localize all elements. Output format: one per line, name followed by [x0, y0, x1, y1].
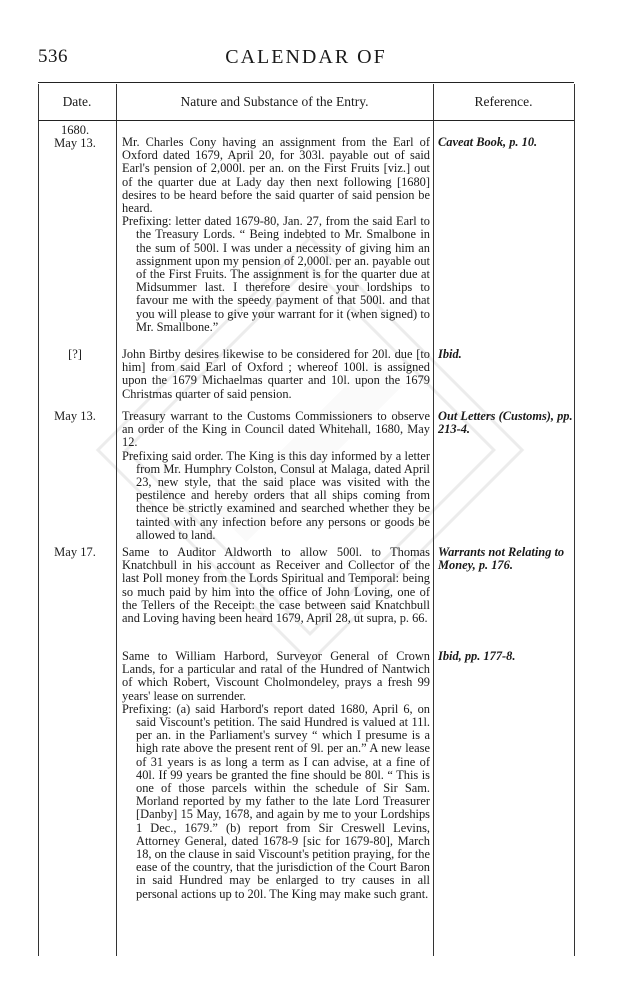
entry-paragraph: Prefixing: (a) said Harbord's report dated 1680, April 6, on said Viscount's petition. The said Hundred is valued at 11l. per an. in the Parliament's survey “ which I presume is a high rate above the present rent of 9l. per an.” A new lease of 31 years is as long a term as I can advise, at a fine of 40l. If 99 years be granted the fine should be 80l. “ This is one of those parcels within the schedule of Sir Sam. Morland reported by my father to the late Lord Treasurer [Danby] 15 May, 1678, and again by me to your Lordships 1 Dec., 1679.” (b) report from Sir Creswell Levins, Attorney General, dated 1678-9 [sic for 1679-80], March 18, on the clause in said Viscount's petition praying, for the ease of the country, that the jurisdiction of the Court Baron in said Hundred may be enlarged to try causes in all personal actions up to 20l. The King may make such grant.	[122, 701, 430, 901]
entry-reference: Out Letters (Customs), pp. 213-4.	[438, 409, 573, 437]
entry-paragraph: Prefixing: letter dated 1679-80, Jan. 27, from the said Earl to the Treasury Lords. “ Being indebted to Mr. Smalbone in the sum of 500l. I was under a necessity of giving him an assignment upon my pension of 2,000l. per an. payable out of the First Fruits. The assignment is for the quarter due at Midsummer last. I therefore desire your lordships to favour me with the speedy payment of that 500l. and that you will please to give your warrant for it (when signed) to Mr. Smallbone.”	[122, 214, 430, 334]
column-divider-date	[116, 84, 117, 956]
entry-paragraph: Mr. Charles Cony having an assignment from the Earl of Oxford dated 1679, April 20, for 303l. payable out of said Earl's pension of 2,000l. per an. on the First Fruits [viz.] out of the quarter due at Lady day then next following [1680] desires to be heard before the said quarter of said pension be heard.	[122, 135, 430, 216]
table-header-row	[38, 84, 574, 121]
entry-date	[38, 546, 112, 559]
page-header	[38, 46, 574, 72]
entry-date	[38, 348, 112, 361]
entry-reference: Caveat Book, p. 10.	[438, 135, 538, 149]
date-line: May 13.	[54, 136, 96, 150]
entry-text	[122, 546, 430, 625]
entry-text	[122, 348, 430, 401]
column-divider-reference	[433, 84, 434, 956]
column-header-date: Date.	[62, 94, 92, 109]
header-rule	[38, 82, 574, 83]
entry-paragraph: Prefixing said order. The King is this day informed by a letter from Mr. Humphry Colston, Consul at Malaga, dated April 23, new style, that the said place was visited with the pestilence and hereby orders that all ships coming from thence be strictly examined and searched whether they be tainted with any infection before any persons or goods be allowed to land.	[122, 448, 430, 542]
entry-paragraph: Treasury warrant to the Customs Commissioners to observe an order of the King in Council dated Whitehall, 1680, May 12.	[122, 409, 430, 450]
entry-date	[38, 410, 112, 423]
entry-reference: Ibid, pp. 177-8.	[438, 649, 516, 663]
entry-paragraph: John Birtby desires likewise to be considered for 20l. due [to him] from said Earl of Oxford ; whereof 100l. is assigned upon the 1679 Michaelmas quarter and 10l. upon the 1679 Christmas quarter of said pension.	[122, 347, 430, 401]
page-number: 536	[38, 46, 68, 67]
running-title: CALENDAR OF	[225, 46, 387, 68]
calendar-table	[38, 84, 574, 956]
entry-text	[122, 136, 430, 334]
entry-paragraph: Same to William Harbord, Surveyor General of Crown Lands, for a particular and ratal of the Hundred of Nantwich of which Robert, Viscount Cholmondeley, prays a fresh 99 years' lease on surrender.	[122, 649, 430, 703]
column-header-nature: Nature and Substance of the Entry.	[180, 94, 369, 109]
table-border-right	[574, 84, 575, 956]
entry-paragraph: Same to Auditor Aldworth to allow 500l. to Thomas Knatchbull in his account as Receiver and Collector of the last Poll money from the Lords Spiritual and Temporal: being so much paid by him into the office of John Loving, one of the Tellers of the Receipt: the case between said Knatchbull and Loving having been heard 1679, April 28, ut supra, p. 66.	[122, 545, 430, 626]
date-line: 1680.	[60, 123, 90, 137]
entry-reference: Warrants not Relating to Money, p. 176.	[438, 545, 565, 573]
column-header-reference: Reference.	[474, 94, 533, 109]
entry-date	[38, 124, 112, 150]
table-border-left	[38, 84, 39, 956]
date-line: May 17.	[54, 545, 96, 559]
date-line: May 13.	[54, 409, 96, 423]
date-line: [?]	[68, 347, 82, 361]
entry-reference: Ibid.	[438, 347, 462, 361]
entry-text	[122, 410, 430, 542]
entry-text	[122, 650, 430, 901]
